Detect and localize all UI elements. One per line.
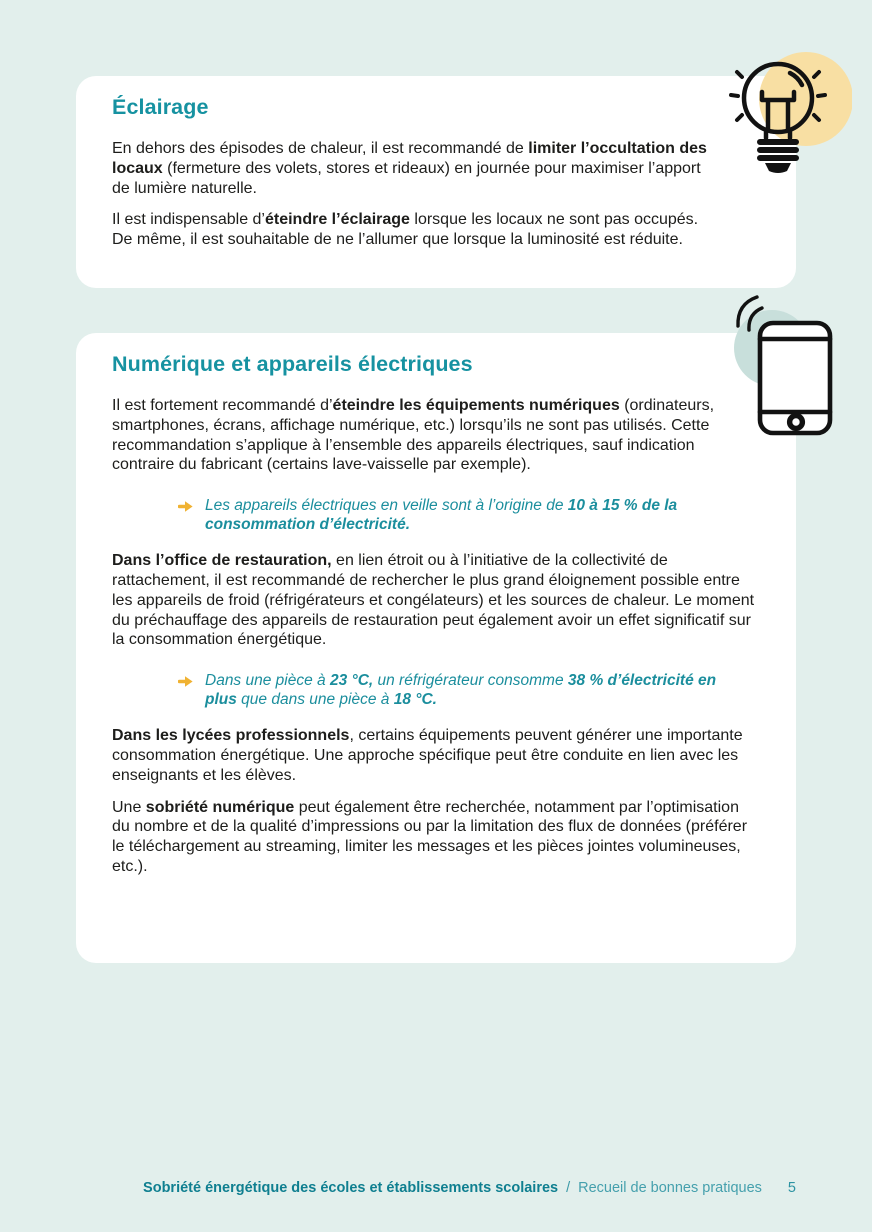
card-lighting (76, 76, 796, 288)
arrow-right-icon (178, 674, 195, 693)
smartphone-icon (723, 293, 845, 441)
callout-text: Les appareils électriques en veille sont à l’origine de 10 à 15 % de la consommation d’électricité. (205, 497, 678, 534)
card-lighting-title: Éclairage (112, 95, 209, 119)
paragraph: Une sobriété numérique peut également être recherchée, notamment par l’optimisation du nombre et de la qualité d’impressions ou par la limitation des flux de données (préférer le téléchargement au streaming, limiter les messages et les pièces jointes volumineuses, etc.). (112, 798, 748, 875)
paragraph: Il est indispensable d’éteindre l’éclairage lorsque les locaux ne sont pas occupés. De même, il est souhaitable de ne l’allumer que lorsque la luminosité est réduite. (112, 211, 699, 249)
paragraph: Il est fortement recommandé d’éteindre les équipements numériques (ordinateurs, smartphones, écrans, affichage numérique, etc.) lorsqu’ils ne sont pas utilisés. Cette recommandation s’applique à l’ensemble des appareils électriques, sauf indication contraire du fabricant (certains lave-vaisselle par exemple). (112, 397, 715, 474)
footer-separator: / (566, 1180, 571, 1196)
paragraph: En dehors des épisodes de chaleur, il est recommandé de limiter l’occultation des locaux (fermeture des volets, stores et rideaux) en journée pour maximiser l’apport de lumière naturelle. (112, 140, 707, 197)
page-footer (76, 1179, 796, 1197)
card-digital (76, 333, 796, 963)
arrow-right-icon (178, 499, 195, 518)
footer-subtitle: Recueil de bonnes pratiques (578, 1180, 762, 1196)
page-number: 5 (787, 1180, 796, 1196)
lightbulb-icon (698, 46, 852, 178)
footer-title: Sobriété énergétique des écoles et établissements scolaires (143, 1180, 559, 1196)
callout (178, 496, 760, 534)
card-digital-title: Numérique et appareils électriques (112, 352, 473, 376)
paragraph: Dans l’office de restauration, en lien étroit ou à l’initiative de la collectivité de rattachement, il est recommandé de rechercher le plus grand éloignement possible entre les appareils de froid (réfrigérateurs et congélateurs) et les sources de chaleur. Le moment du préchauffage des appareils de restauration peut également avoir un effet significatif sur la consommation énergétique. (112, 552, 755, 649)
callout (178, 671, 760, 709)
paragraph: Dans les lycées professionnels, certains équipements peuvent générer une importante consommation énergétique. Une approche spécifique peut être conduite en lien avec les enseignants et les élèves. (112, 727, 743, 784)
callout-text: Dans une pièce à 23 °C, un réfrigérateur consomme 38 % d’électricité en plus que dans une pièce à 18 °C. (205, 672, 717, 709)
